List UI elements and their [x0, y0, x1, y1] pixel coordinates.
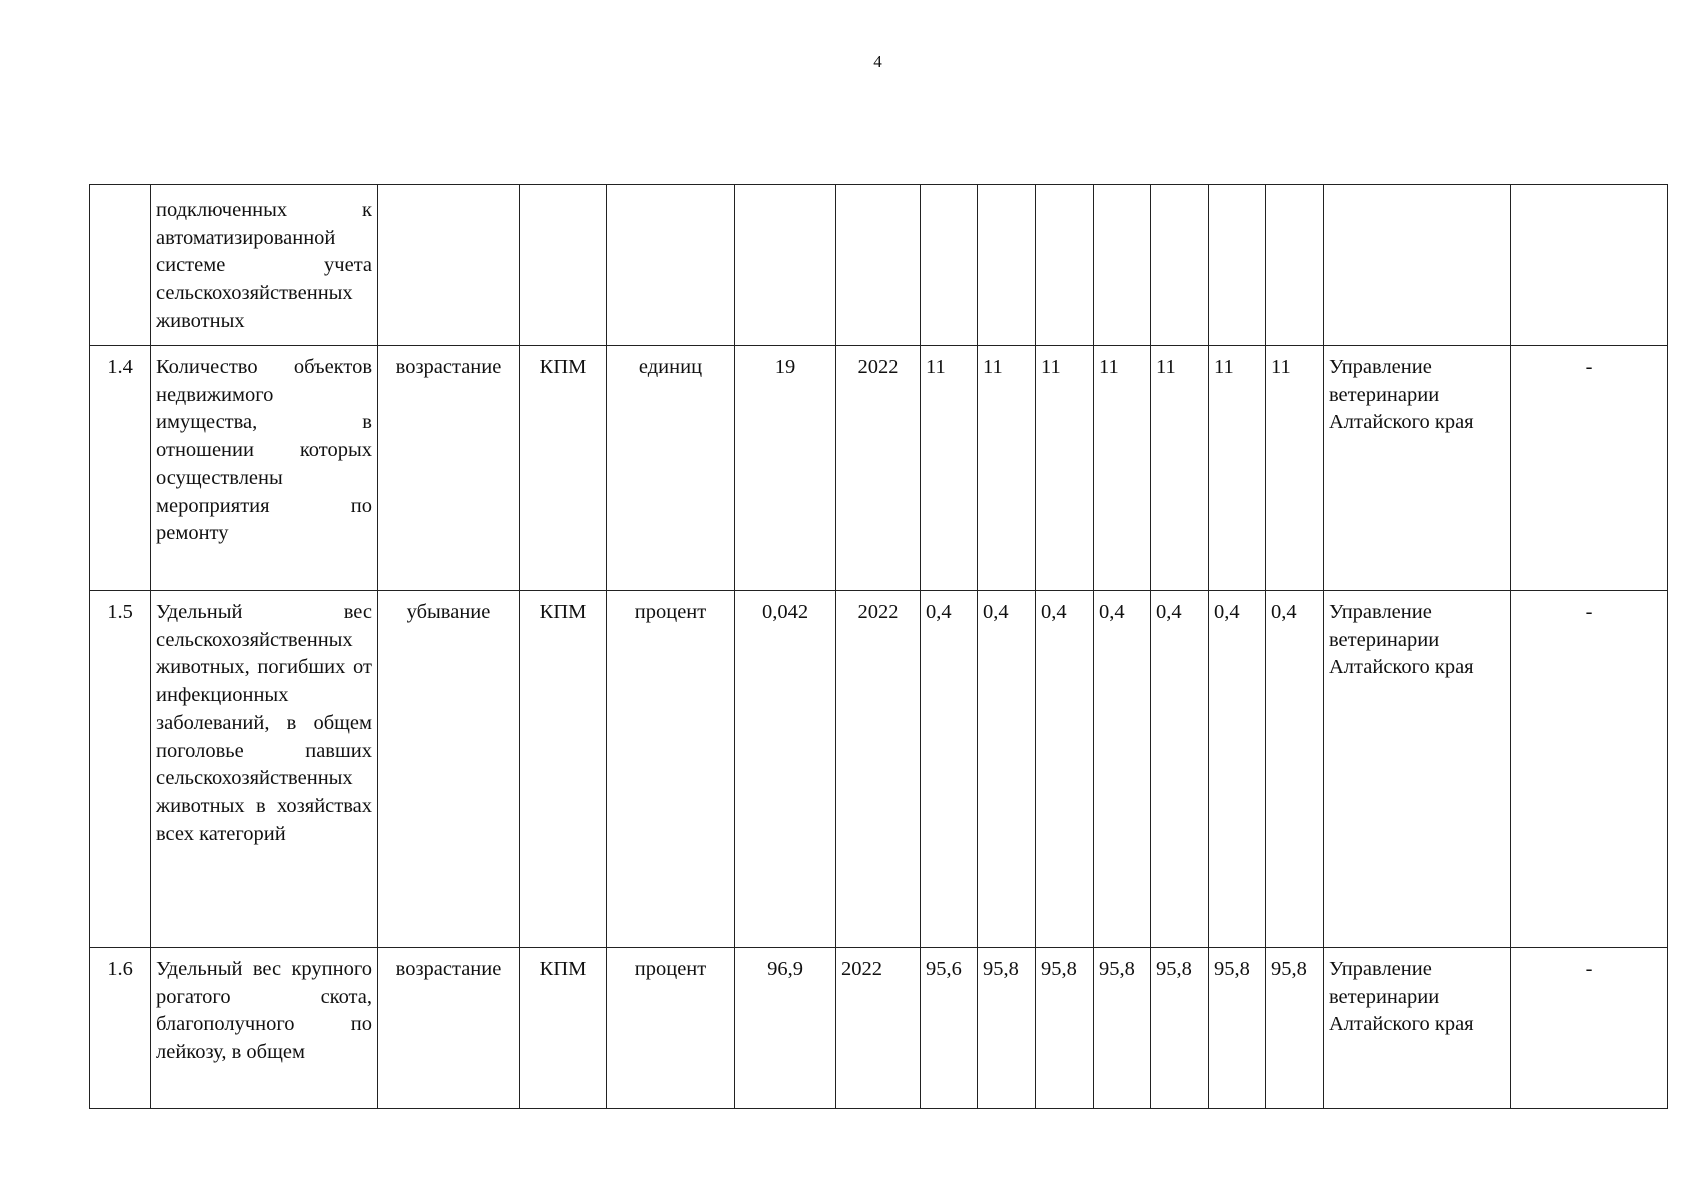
unit-cell: единиц [607, 346, 735, 591]
base-value-cell [735, 185, 836, 346]
unit-cell: процент [607, 591, 735, 948]
indicator-name-cell: Удельный вес крупного рогатого скота, благополучного по лейкозу, в общем [151, 948, 378, 1109]
year-value-cell: 11 [1266, 346, 1324, 591]
indicator-name-cell: Удельный вес сельскохозяйственных животных, погибших от инфекционных заболеваний, в общем поголовье павших сельскохозяйственных животных в хозяйствах всех категорий [151, 591, 378, 948]
year-value-cell: 95,8 [1266, 948, 1324, 1109]
row-number-cell: 1.6 [90, 948, 151, 1109]
base-year-cell: 2022 [836, 591, 921, 948]
responsible-cell: Управление ветеринарии Алтайского края [1324, 591, 1511, 948]
table-row [90, 591, 1668, 948]
link-cell: - [1511, 948, 1668, 1109]
year-value-cell: 95,8 [1209, 948, 1266, 1109]
year-value-cell: 11 [978, 346, 1036, 591]
responsible-cell: Управление ветеринарии Алтайского края [1324, 346, 1511, 591]
year-value-cell: 0,4 [978, 591, 1036, 948]
year-value-cell: 11 [1209, 346, 1266, 591]
trend-cell: возрастание [378, 948, 520, 1109]
base-value-cell: 96,9 [735, 948, 836, 1109]
year-value-cell: 0,4 [1151, 591, 1209, 948]
year-value-cell [1036, 185, 1094, 346]
trend-cell [378, 185, 520, 346]
year-value-cell: 11 [921, 346, 978, 591]
year-value-cell [1266, 185, 1324, 346]
base-value-cell: 0,042 [735, 591, 836, 948]
year-value-cell: 95,8 [978, 948, 1036, 1109]
trend-cell: убывание [378, 591, 520, 948]
base-year-cell: 2022 [836, 948, 921, 1109]
responsible-cell: Управление ветеринарии Алтайского края [1324, 948, 1511, 1109]
trend-cell: возрастание [378, 346, 520, 591]
year-value-cell [1094, 185, 1151, 346]
year-value-cell [1209, 185, 1266, 346]
year-value-cell: 0,4 [921, 591, 978, 948]
base-year-cell: 2022 [836, 346, 921, 591]
type-cell [520, 185, 607, 346]
responsible-cell [1324, 185, 1511, 346]
row-number-cell: 1.4 [90, 346, 151, 591]
type-cell: КПМ [520, 948, 607, 1109]
link-cell [1511, 185, 1668, 346]
link-cell: - [1511, 346, 1668, 591]
year-value-cell [978, 185, 1036, 346]
table-row [90, 185, 1668, 346]
row-number-cell [90, 185, 151, 346]
year-value-cell: 0,4 [1094, 591, 1151, 948]
indicator-name-cell: подключенных к автоматизированной системе учета сельскохозяйственных животных [151, 185, 378, 346]
type-cell: КПМ [520, 591, 607, 948]
year-value-cell: 0,4 [1209, 591, 1266, 948]
unit-cell: процент [607, 948, 735, 1109]
year-value-cell: 95,8 [1036, 948, 1094, 1109]
type-cell: КПМ [520, 346, 607, 591]
table-row [90, 346, 1668, 591]
year-value-cell: 95,8 [1151, 948, 1209, 1109]
base-year-cell [836, 185, 921, 346]
indicator-name-cell: Количество объектов недвижимого имущества, в отношении которых осуществлены мероприятия по ремонту [151, 346, 378, 591]
table-row [90, 948, 1668, 1109]
year-value-cell: 11 [1094, 346, 1151, 591]
row-number-cell: 1.5 [90, 591, 151, 948]
year-value-cell: 95,8 [1094, 948, 1151, 1109]
year-value-cell: 0,4 [1036, 591, 1094, 948]
year-value-cell: 11 [1036, 346, 1094, 591]
link-cell: - [1511, 591, 1668, 948]
unit-cell [607, 185, 735, 346]
year-value-cell [1151, 185, 1209, 346]
year-value-cell [921, 185, 978, 346]
page-number: 4 [873, 52, 882, 71]
year-value-cell: 11 [1151, 346, 1209, 591]
indicators-table [89, 184, 1668, 1109]
year-value-cell: 95,6 [921, 948, 978, 1109]
year-value-cell: 0,4 [1266, 591, 1324, 948]
base-value-cell: 19 [735, 346, 836, 591]
